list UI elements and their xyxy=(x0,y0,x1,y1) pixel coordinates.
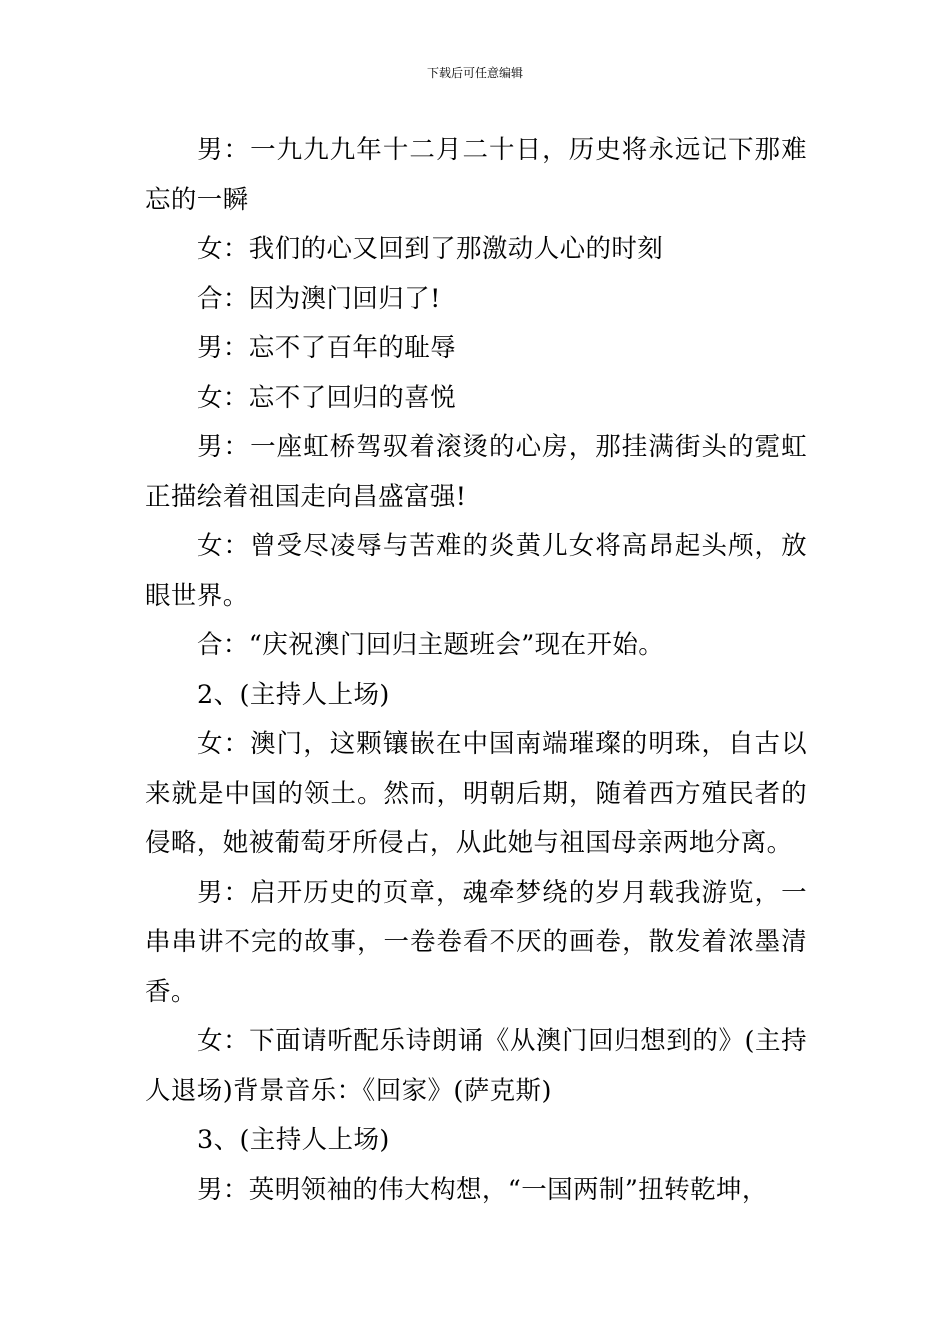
paragraph: 男：忘不了百年的耻辱 xyxy=(197,333,457,363)
paragraph: 男：一九九九年十二月二十日，历史将永远记下那难忘的一瞬 xyxy=(145,135,807,215)
section-heading: 3、(主持人上场) xyxy=(197,1125,390,1155)
paragraph: 男：英明领袖的伟大构想，“一国两制”扭转乾坤， xyxy=(197,1174,768,1205)
paragraph: 男：一座虹桥驾驭着滚烫的心房，那挂满街头的霓虹正描绘着祖国走向昌盛富强! xyxy=(145,432,807,512)
paragraph: 男：启开历史的页章，魂牵梦绕的岁月载我游览，一串串讲不完的故事，一卷卷看不厌的画卷，散发着浓墨清香。 xyxy=(145,877,807,1007)
page-header-note: 下载后可任意编辑 xyxy=(426,66,523,80)
paragraph: 女：曾受尽凌辱与苦难的炎黄儿女将高昂起头颅，放眼世界。 xyxy=(145,531,807,611)
paragraph: 女：我们的心又回到了那激动人心的时刻 xyxy=(197,234,664,264)
paragraph: 女：下面请听配乐诗朗诵《从澳门回归想到的》(主持人退场)背景音乐：《回家》(萨克斯) xyxy=(145,1026,807,1106)
document-body xyxy=(145,126,807,1215)
paragraph: 女：澳门，这颗镶嵌在中国南端璀璨的明珠，自古以来就是中国的领土。然而，明朝后期，随着西方殖民者的侵略，她被葡萄牙所侵占，从此她与祖国母亲两地分离。 xyxy=(145,729,807,858)
section-heading: 2、(主持人上场) xyxy=(197,679,390,710)
paragraph: 合：“庆祝澳门回归主题班会”现在开始。 xyxy=(197,630,665,660)
paragraph: 合：因为澳门回归了! xyxy=(197,283,441,314)
paragraph: 女：忘不了回归的喜悦 xyxy=(197,382,457,413)
